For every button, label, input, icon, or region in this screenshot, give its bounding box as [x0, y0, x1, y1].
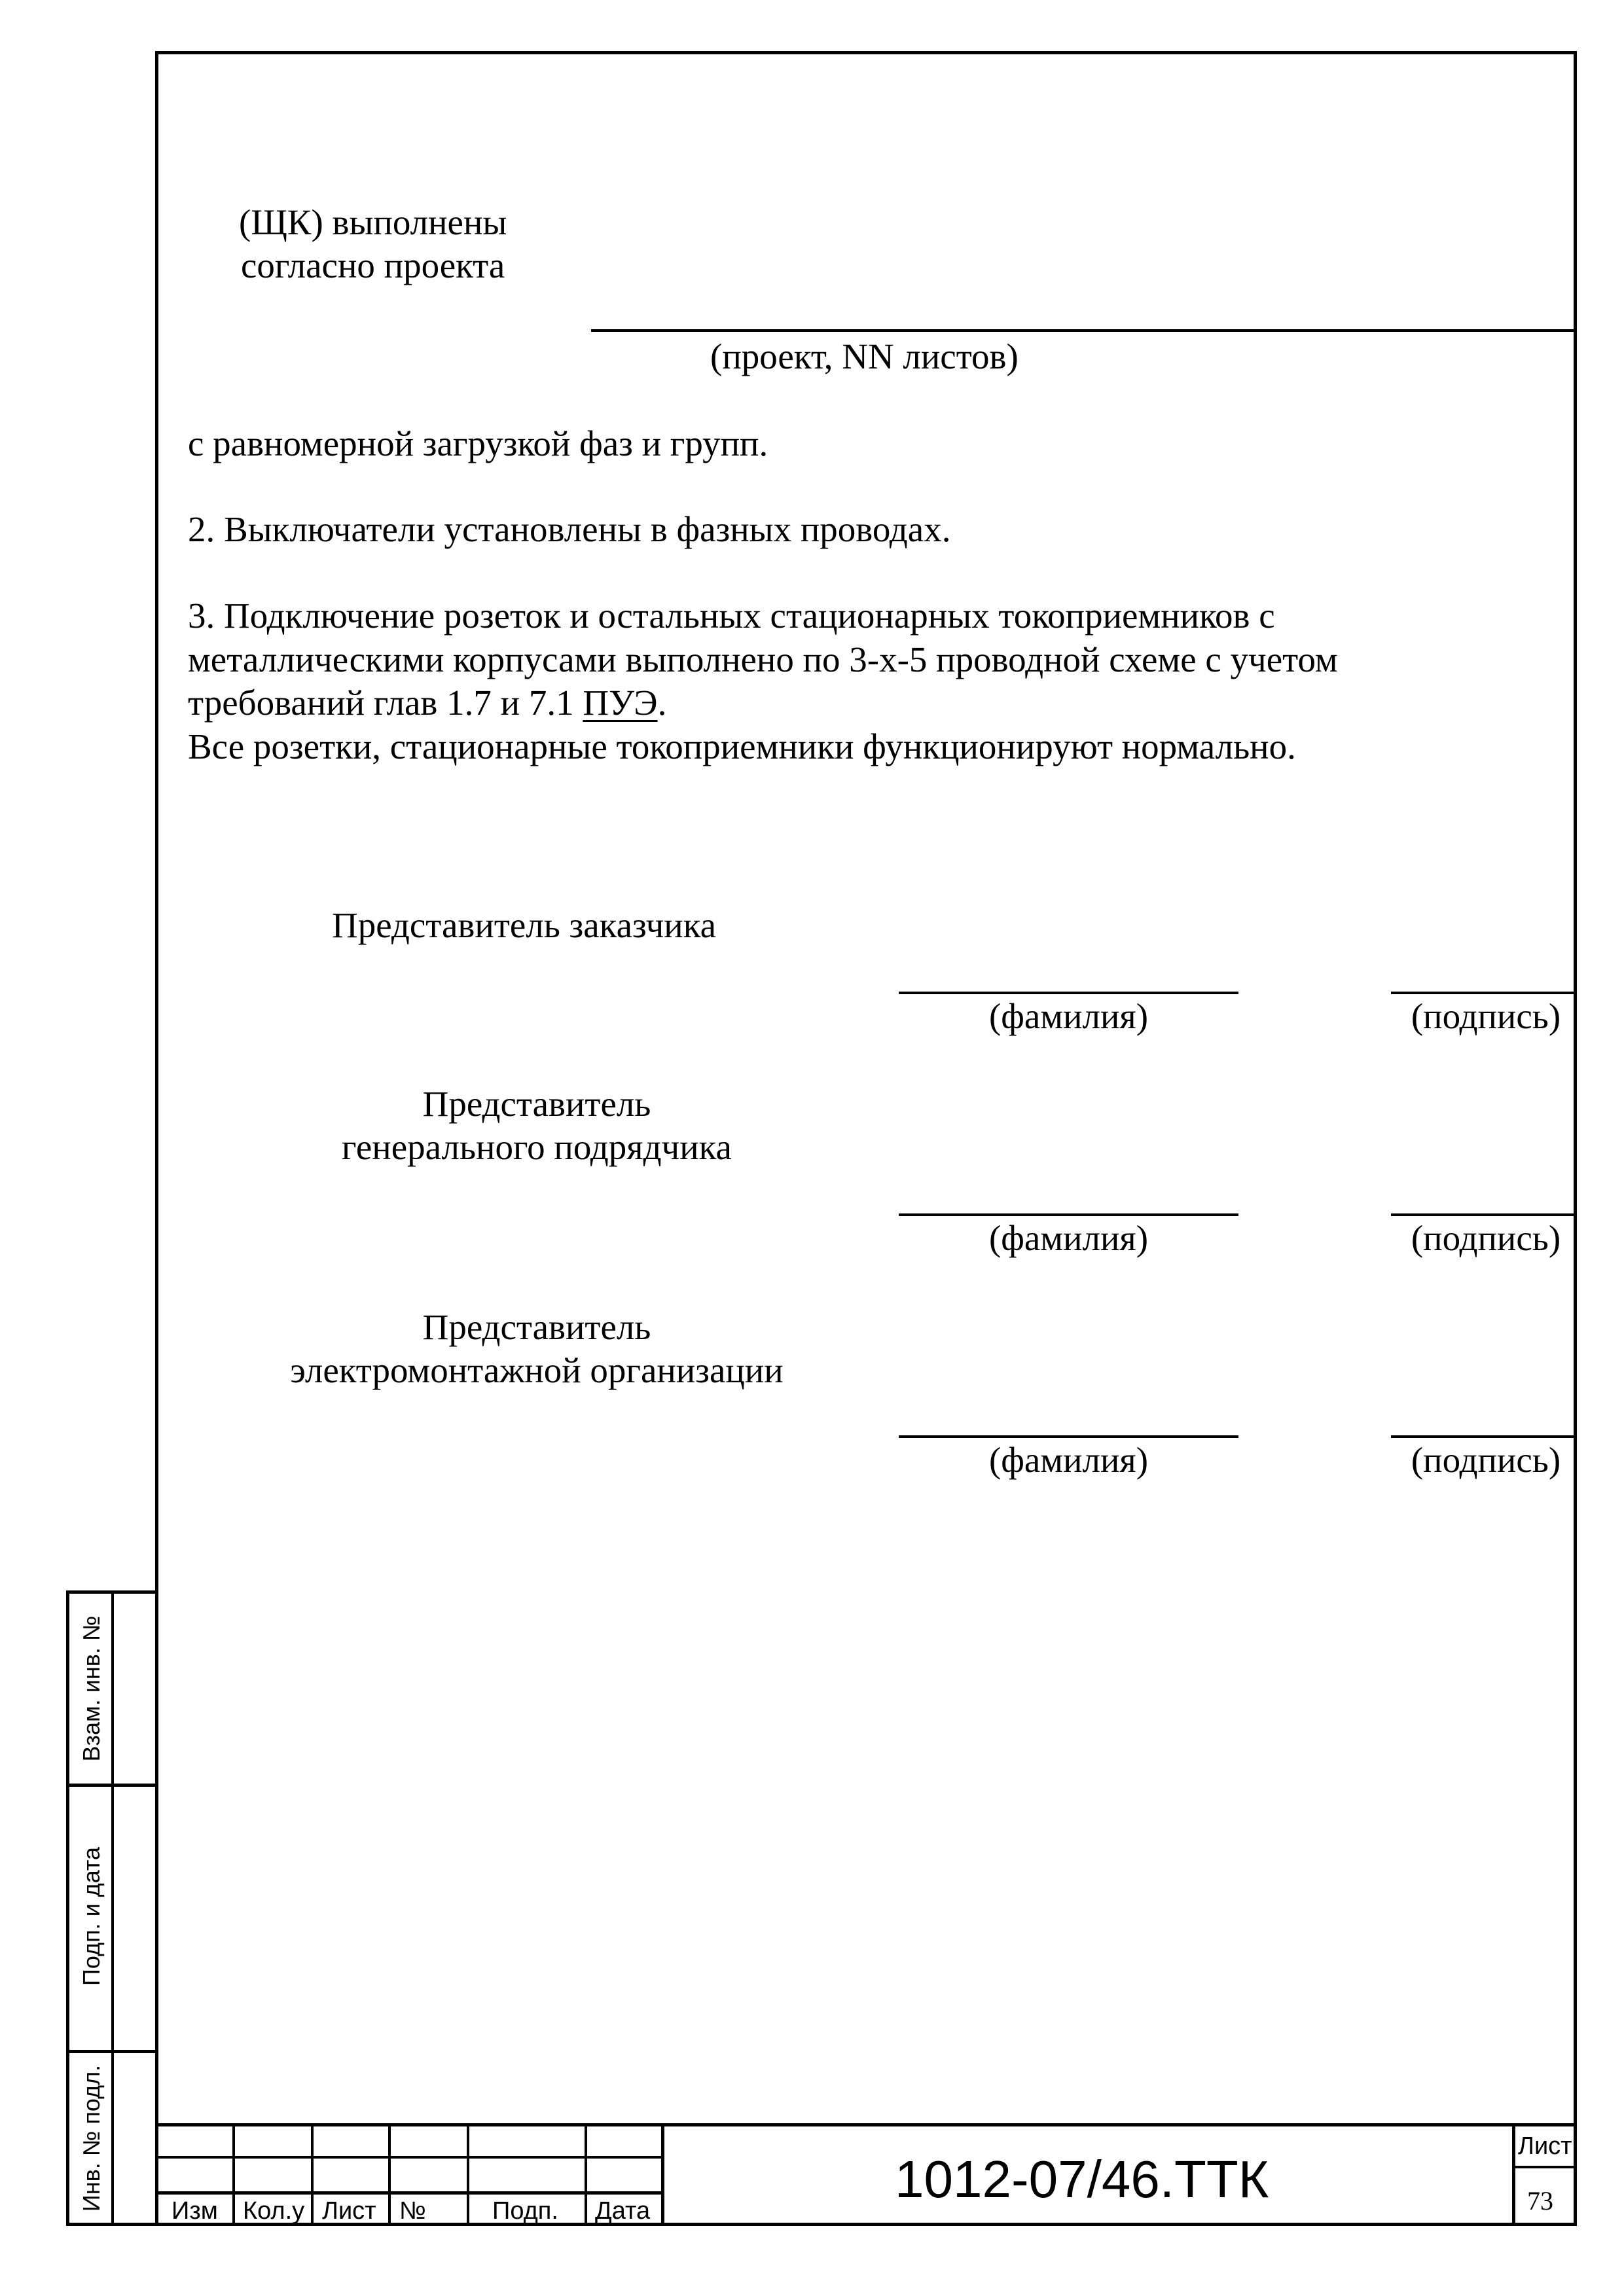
tb-col-line — [467, 2123, 469, 2226]
signature-line — [1391, 1435, 1577, 1438]
item-3-line-3-text: требований глав 1.7 и 7.1 — [188, 683, 583, 723]
tb-col-kolu: Кол.у — [243, 2197, 305, 2225]
item-3-line-1: 3. Подключение розеток и остальных стационарных токоприемников с — [188, 596, 1275, 636]
tb-col-izm: Изм — [171, 2197, 218, 2225]
pue-link[interactable]: ПУЭ — [583, 683, 658, 723]
surname-caption: (фамилия) — [988, 1440, 1149, 1480]
document-code: 1012-07/46.ТТК — [895, 2150, 1269, 2208]
strip-divider-vertical — [111, 1594, 114, 2223]
item-2: 2. Выключатели установлены в фазных проводах. — [188, 509, 951, 549]
signature-line — [1391, 1213, 1577, 1216]
project-caption: (проект, NN листов) — [710, 336, 1019, 376]
signature-line — [1391, 992, 1577, 994]
tb-col-data: Дата — [595, 2197, 651, 2225]
role-general-contractor-line-1: Представитель — [422, 1084, 651, 1124]
sheet-number: 73 — [1527, 2186, 1553, 2215]
project-blank-line — [591, 329, 1577, 332]
item-3-line-3 — [188, 681, 666, 725]
intro-line-2: согласно проекта — [241, 245, 505, 285]
surname-line — [899, 992, 1238, 994]
role-general-contractor-line-2: генерального подрядчика — [342, 1127, 732, 1167]
sheet-label: Лист — [1518, 2132, 1572, 2160]
strip-divider — [69, 2050, 155, 2053]
surname-line — [899, 1435, 1238, 1438]
signature-caption: (подпись) — [1411, 1218, 1561, 1258]
tb-col-line — [1512, 2123, 1515, 2226]
tb-col-list: Лист — [322, 2197, 376, 2225]
signature-caption: (подпись) — [1411, 1440, 1561, 1480]
tb-col-line — [585, 2123, 587, 2226]
tb-col-podp: Подп. — [492, 2197, 558, 2225]
role-electrical-contractor-line-2: электромонтажной организации — [290, 1350, 784, 1390]
role-customer: Представитель заказчика — [332, 905, 717, 945]
item-3-line-2: металлическими корпусами выполнено по 3-х-5 проводной схеме с учетом — [188, 639, 1338, 679]
role-electrical-contractor-line-1: Представитель — [422, 1307, 651, 1347]
tb-col-num: № — [399, 2197, 426, 2225]
phase-line: с равномерной загрузкой фаз и групп. — [188, 423, 768, 463]
tb-sheet-line — [1513, 2166, 1577, 2168]
margin-strip — [66, 1590, 155, 2226]
label-podp-data: Подп. и дата — [78, 1846, 105, 1986]
signature-caption: (подпись) — [1411, 996, 1561, 1036]
item-3-line-3-end: . — [657, 683, 667, 723]
surname-caption: (фамилия) — [988, 1218, 1149, 1258]
tb-col-line — [661, 2123, 664, 2226]
surname-line — [899, 1213, 1238, 1216]
label-inv-podl: Инв. № подл. — [78, 2064, 105, 2212]
label-vzam-inv: Взам. инв. № — [78, 1615, 105, 1762]
tb-top-border — [155, 2123, 1577, 2126]
surname-caption: (фамилия) — [988, 996, 1149, 1036]
tb-col-line — [311, 2123, 314, 2226]
intro-line-1: (ЩК) выполнены — [239, 202, 507, 242]
title-block — [155, 2123, 1577, 2226]
tb-col-line — [232, 2123, 235, 2226]
tb-col-line — [388, 2123, 391, 2226]
item-3-line-4: Все розетки, стационарные токоприемники функционируют нормально. — [188, 726, 1296, 766]
strip-divider — [69, 1784, 155, 1787]
